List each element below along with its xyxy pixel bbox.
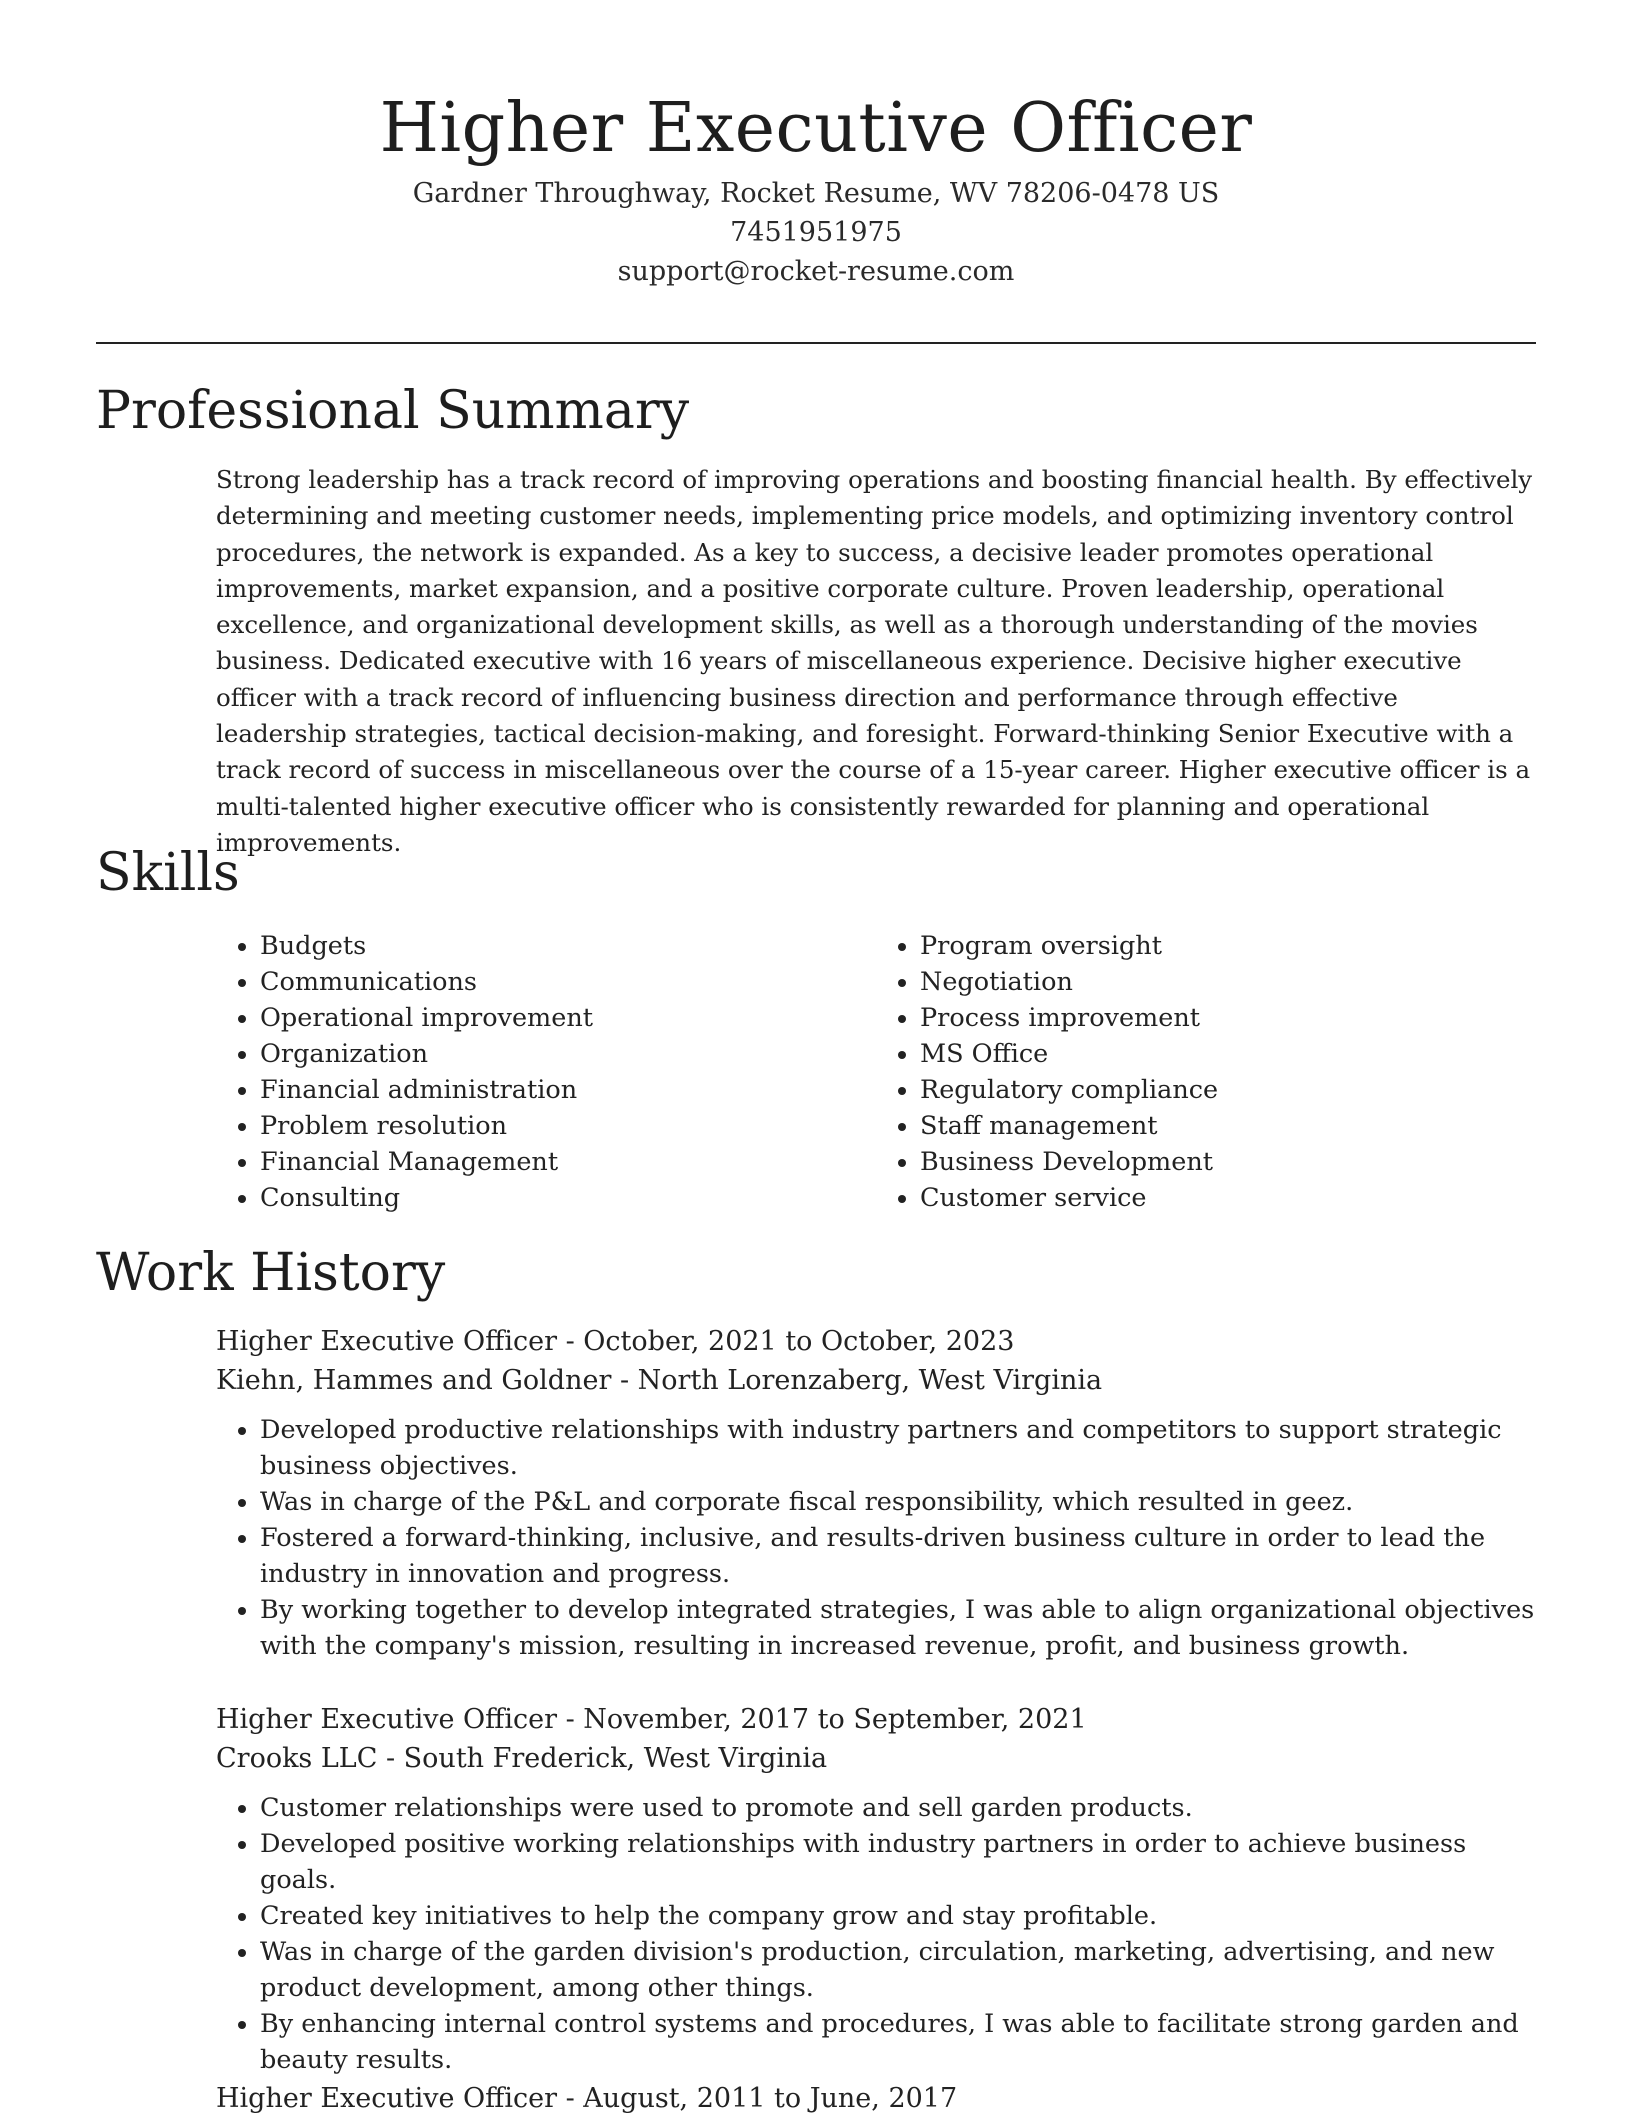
- resume-header: [96, 84, 1536, 291]
- job-title-dates: Higher Executive Officer - November, 2017 to September, 2021: [216, 1704, 1087, 1735]
- job-bullet: • Developed positive working relationships with industry partners in order to achieve business goals.: [260, 1826, 1536, 1898]
- skill-item: • Staff management: [920, 1108, 1536, 1144]
- skill-item: • Budgets: [260, 928, 876, 964]
- summary-text: Strong leadership has a track record of improving operations and boosting financial health. By effectively determining and meeting customer needs, implementing price models, and optimizing inventory control procedures, the network is expanded. As a key to success, a decisive leader promotes operational improvements, market expansion, and a positive corporate culture. Proven leadership, operational excellence, and organizational development skills, as well as a thorough understanding of the movies business. Dedicated executive with 16 years of miscellaneous experience. Decisive higher executive officer with a track record of influencing business direction and performance through effective leadership strategies, tactical decision-making, and foresight. Forward-thinking Senior Executive with a track record of success in miscellaneous over the course of a 15-year career. Higher executive officer is a multi-talented higher executive officer who is consistently rewarded for planning and operational improvements.: [216, 465, 1533, 857]
- skill-item: • Organization: [260, 1036, 876, 1072]
- contact-email: support@rocket-resume.com: [617, 256, 1015, 287]
- job-bullet: • By working together to develop integrated strategies, I was able to align organizational objectives with the company's mission, resulting in increased revenue, profit, and business growth.: [260, 1592, 1536, 1664]
- contact-info: [96, 174, 1536, 291]
- header-divider: [96, 342, 1536, 344]
- job-bullet: • Fostered a forward-thinking, inclusive, and results-driven business culture in order to lead the industry in innovation and progress.: [260, 1520, 1536, 1592]
- skill-item: • Negotiation: [920, 964, 1536, 1000]
- job-bullets: [216, 1790, 1536, 2078]
- skill-item: • Financial Management: [260, 1144, 876, 1180]
- job-entry: [216, 2079, 1536, 2118]
- skills-column-right: [876, 928, 1536, 1216]
- job-entry: [216, 1322, 1536, 1664]
- job-bullet: • Developed productive relationships with industry partners and competitors to support strategic business objectives.: [260, 1412, 1536, 1484]
- skills-heading: Skills: [96, 843, 240, 903]
- skills-column-left: [216, 928, 876, 1216]
- job-company-location: Crooks LLC - South Frederick, West Virginia: [216, 1743, 828, 1774]
- skill-item: • Financial administration: [260, 1072, 876, 1108]
- job-title-dates: Higher Executive Officer - October, 2021 to October, 2023: [216, 1326, 1015, 1357]
- resume-name: Higher Executive Officer: [379, 89, 1253, 168]
- job-bullet: • Created key initiatives to help the company grow and stay profitable.: [260, 1898, 1536, 1934]
- skill-item: • Process improvement: [920, 1000, 1536, 1036]
- job-entry: [216, 1700, 1536, 2078]
- job-title-dates: Higher Executive Officer - August, 2011 to June, 2017: [216, 2083, 958, 2114]
- skill-item: • Program oversight: [920, 928, 1536, 964]
- contact-phone: 7451951975: [730, 217, 902, 248]
- work-history-heading: Work History: [96, 1243, 446, 1303]
- skill-item: • MS Office: [920, 1036, 1536, 1072]
- skill-item: • Communications: [260, 964, 876, 1000]
- contact-address: Gardner Throughway, Rocket Resume, WV 78206-0478 US: [412, 178, 1220, 209]
- job-bullets: [216, 1412, 1536, 1664]
- job-bullet: • Was in charge of the garden division's production, circulation, marketing, advertising, and new product development, among other things.: [260, 1934, 1536, 2006]
- skill-item: • Customer service: [920, 1180, 1536, 1216]
- skill-item: • Problem resolution: [260, 1108, 876, 1144]
- job-bullet: • Customer relationships were used to promote and sell garden products.: [260, 1790, 1536, 1826]
- job-bullet: • Was in charge of the P&L and corporate fiscal responsibility, which resulted in geez.: [260, 1484, 1536, 1520]
- skills-list: [216, 928, 1536, 1216]
- skill-item: • Business Development: [920, 1144, 1536, 1180]
- summary-heading: Professional Summary: [96, 381, 690, 441]
- job-bullet: • By enhancing internal control systems and procedures, I was able to facilitate strong garden and beauty results.: [260, 2006, 1536, 2078]
- skill-item: • Regulatory compliance: [920, 1072, 1536, 1108]
- job-company-location: Kiehn, Hammes and Goldner - North Lorenzaberg, West Virginia: [216, 1365, 1103, 1396]
- skill-item: • Operational improvement: [260, 1000, 876, 1036]
- skill-item: • Consulting: [260, 1180, 876, 1216]
